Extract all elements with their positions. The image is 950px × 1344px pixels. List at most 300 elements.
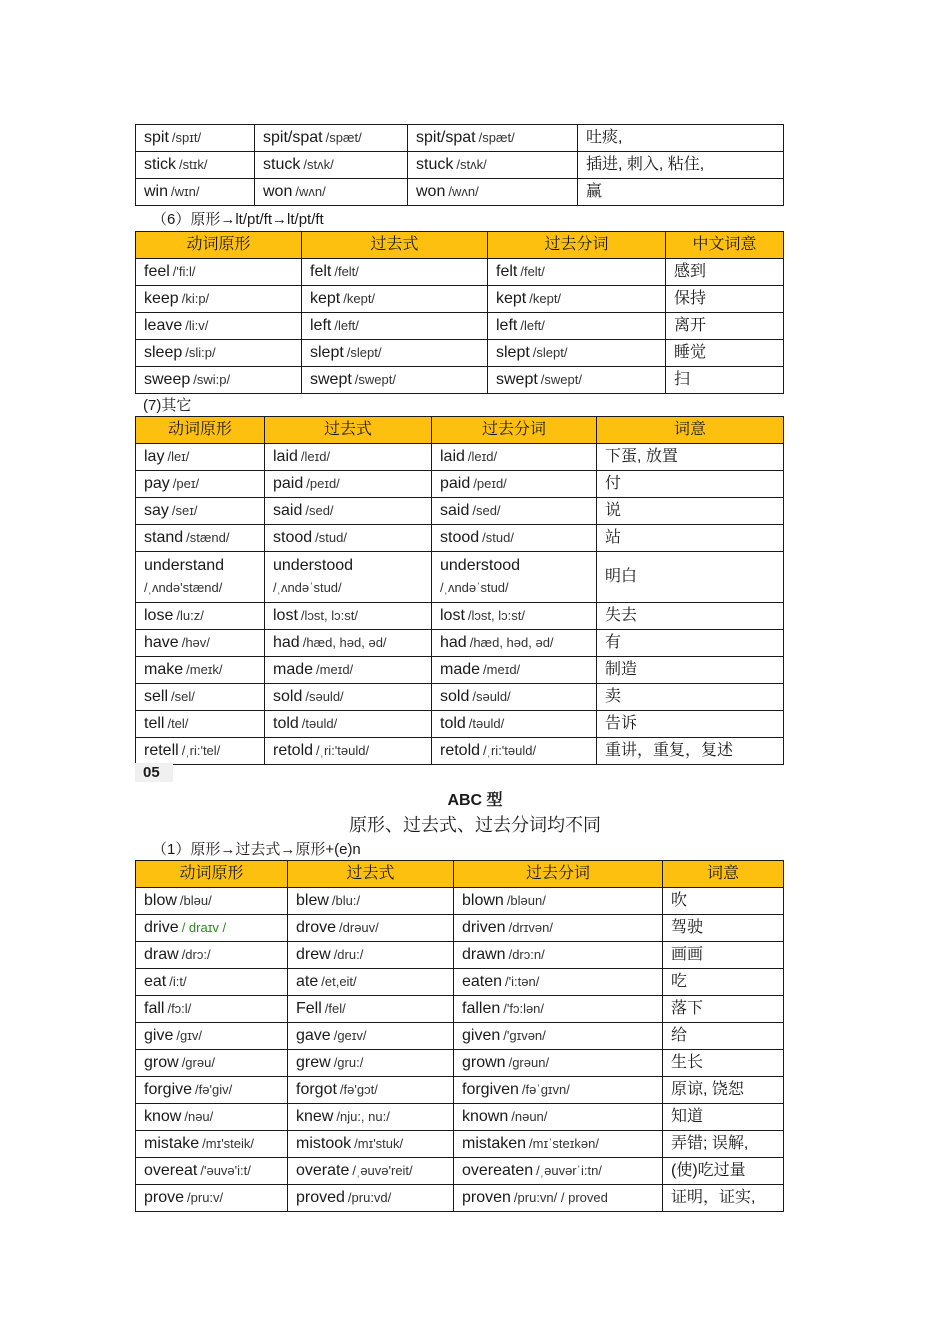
- verb-form-cell: [408, 152, 578, 179]
- meaning-cell: [597, 603, 784, 630]
- verb-form-cell: [488, 286, 666, 313]
- verb-word: leave: [144, 317, 183, 334]
- phonetic: /lu:z/: [176, 608, 204, 623]
- meaning-text: 说: [605, 502, 622, 519]
- table-header-row: [136, 861, 784, 888]
- phonetic: /'fi:l/: [172, 264, 196, 279]
- verb-form-cell: [265, 498, 432, 525]
- meaning-cell: [663, 942, 784, 969]
- table-row: [136, 471, 784, 498]
- table-section-6: [135, 231, 784, 394]
- phonetic: /kept/: [343, 291, 376, 306]
- verb-form-cell: [288, 942, 454, 969]
- verb-word: blow: [144, 892, 177, 909]
- phonetic: /mɪˈsteɪkən/: [529, 1136, 599, 1151]
- verb-word: overate: [296, 1162, 350, 1179]
- meaning-cell: [578, 179, 784, 206]
- phonetic: /fə'giv/: [195, 1082, 233, 1097]
- verb-form-cell: [288, 1104, 454, 1131]
- meaning-text: 吐痰,: [586, 129, 623, 146]
- verb-word: sleep: [144, 344, 183, 361]
- phonetic: /ˌəuvərˈi:tn/: [536, 1163, 602, 1178]
- phonetic: /lɔst, lɔ:st/: [300, 608, 358, 623]
- verb-word: overeat: [144, 1162, 198, 1179]
- phonetic: /felt/: [334, 264, 359, 279]
- meaning-cell: [597, 684, 784, 711]
- meaning-text: 吃: [671, 973, 688, 990]
- section-number-badge: 05: [135, 763, 173, 782]
- verb-word: understood: [440, 557, 521, 574]
- meaning-text: 明白: [605, 568, 638, 585]
- meaning-text: 卖: [605, 688, 622, 705]
- phonetic: /felt/: [520, 264, 545, 279]
- verb-word: stick: [144, 156, 176, 173]
- phonetic: /gɪv/: [176, 1028, 202, 1043]
- verb-form-cell: [265, 525, 432, 552]
- phonetic: /dru:/: [333, 947, 364, 962]
- phonetic: /swi:p/: [193, 372, 231, 387]
- meaning-cell: [597, 471, 784, 498]
- verb-word: spit/spat: [263, 129, 323, 146]
- verb-word: given: [462, 1027, 501, 1044]
- verb-form-cell: [432, 603, 597, 630]
- table-row: [136, 738, 784, 765]
- phonetic: /ˌəuvə'reit/: [352, 1163, 413, 1178]
- verb-word: drawn: [462, 946, 506, 963]
- verb-word: blew: [296, 892, 329, 909]
- column-header: 过去分词: [488, 232, 666, 259]
- meaning-text: 睡觉: [674, 344, 707, 361]
- meaning-cell: [597, 630, 784, 657]
- column-header: 词意: [597, 417, 784, 444]
- table-row: [136, 1077, 784, 1104]
- table-row: [136, 179, 784, 206]
- verb-form-cell: [136, 1158, 288, 1185]
- table-row: [136, 552, 784, 603]
- meaning-text: 站: [605, 529, 622, 546]
- phonetic: /wɪn/: [171, 184, 200, 199]
- verb-word: proved: [296, 1189, 345, 1206]
- meaning-text: 插进, 刺入, 粘住,: [586, 156, 705, 173]
- verb-form-cell: [136, 367, 302, 394]
- verb-word: retold: [440, 742, 481, 759]
- verb-word: lost: [273, 607, 298, 624]
- verb-form-cell: [432, 738, 597, 765]
- meaning-cell: [597, 498, 784, 525]
- phonetic: /ˌri:'təuld/: [316, 743, 370, 758]
- phonetic: /swept/: [540, 372, 582, 387]
- phonetic: /həv/: [181, 635, 210, 650]
- verb-form-cell: [136, 552, 265, 603]
- meaning-text: 扫: [674, 371, 691, 388]
- verb-form-cell: [302, 259, 488, 286]
- verb-form-cell: [136, 259, 302, 286]
- verb-word: paid: [440, 475, 471, 492]
- verb-word: drive: [144, 919, 179, 936]
- meaning-text: 下蛋, 放置: [605, 448, 678, 465]
- phonetic: /'i:tən/: [505, 974, 540, 989]
- table-row: [136, 915, 784, 942]
- verb-word: draw: [144, 946, 179, 963]
- phonetic: /fə'gɔt/: [339, 1082, 378, 1097]
- verb-form-cell: [488, 367, 666, 394]
- table-row: [136, 367, 784, 394]
- phonetic: /drɔ:n/: [508, 947, 545, 962]
- phonetic: /fɔ:l/: [167, 1001, 192, 1016]
- verb-word: Fell: [296, 1000, 322, 1017]
- phonetic: /nəu/: [184, 1109, 214, 1124]
- verb-word: told: [440, 715, 466, 732]
- meaning-text: 离开: [674, 317, 707, 334]
- phonetic: /grəun/: [508, 1055, 550, 1070]
- verb-form-cell: [288, 1050, 454, 1077]
- verb-word: stuck: [263, 156, 301, 173]
- phonetic: /spæt/: [325, 130, 362, 145]
- meaning-cell: [578, 152, 784, 179]
- table-row: [136, 125, 784, 152]
- verb-form-cell: [454, 1077, 663, 1104]
- verb-form-cell: [432, 711, 597, 738]
- meaning-cell: [663, 996, 784, 1023]
- verb-word: know: [144, 1108, 182, 1125]
- meaning-text: 弄错; 误解,: [671, 1135, 749, 1152]
- phonetic: /spɪt/: [171, 130, 202, 145]
- verb-form-cell: [136, 711, 265, 738]
- abc-type-title: ABC 型: [447, 792, 503, 809]
- verb-form-cell: [136, 657, 265, 684]
- verb-form-cell: [136, 1104, 288, 1131]
- verb-form-cell: [136, 498, 265, 525]
- verb-word: stood: [440, 529, 480, 546]
- phonetic: /spæt/: [478, 130, 515, 145]
- phonetic: / draɪv /: [181, 920, 227, 935]
- verb-form-cell: [136, 1050, 288, 1077]
- verb-word: lay: [144, 448, 165, 465]
- verb-form-cell: [488, 259, 666, 286]
- phonetic: /peɪ/: [172, 476, 200, 491]
- verb-form-cell: [288, 915, 454, 942]
- verb-form-cell: [488, 340, 666, 367]
- meaning-text: 失去: [605, 607, 638, 624]
- verb-form-cell: [136, 888, 288, 915]
- phonetic: /nju:, nu:/: [336, 1109, 390, 1124]
- verb-form-cell: [288, 1131, 454, 1158]
- verb-word: grew: [296, 1054, 331, 1071]
- verb-word: blown: [462, 892, 504, 909]
- verb-form-cell: [136, 1131, 288, 1158]
- phonetic: /sed/: [305, 503, 334, 518]
- phonetic: /təuld/: [468, 716, 505, 731]
- verb-word: gave: [296, 1027, 331, 1044]
- verb-word: have: [144, 634, 179, 651]
- phonetic: /mɪ'steik/: [202, 1136, 255, 1151]
- verb-word: said: [273, 502, 303, 519]
- phonetic: /bləu/: [179, 893, 212, 908]
- verb-word: understand: [144, 557, 225, 574]
- table-row: [136, 286, 784, 313]
- table-row: [136, 340, 784, 367]
- verb-form-cell: [136, 125, 255, 152]
- verb-word: felt: [496, 263, 518, 280]
- verb-form-cell: [432, 630, 597, 657]
- verb-form-cell: [265, 657, 432, 684]
- table-header-row: [136, 232, 784, 259]
- verb-form-cell: [136, 471, 265, 498]
- verb-form-cell: [488, 313, 666, 340]
- verb-form-cell: [288, 888, 454, 915]
- phonetic: /wʌn/: [448, 184, 479, 199]
- verb-form-cell: [136, 915, 288, 942]
- meaning-text: 生长: [671, 1054, 704, 1071]
- verb-form-cell: [454, 888, 663, 915]
- meaning-text: (使)吃过量: [671, 1162, 746, 1179]
- verb-form-cell: [432, 471, 597, 498]
- verb-form-cell: [454, 1158, 663, 1185]
- table-irregular-verbs-top: [135, 124, 784, 206]
- column-header: 过去式: [265, 417, 432, 444]
- meaning-cell: [666, 340, 784, 367]
- table-row: [136, 657, 784, 684]
- verb-form-cell: [288, 1077, 454, 1104]
- verb-form-cell: [408, 179, 578, 206]
- table-row: [136, 1131, 784, 1158]
- verb-word: left: [496, 317, 518, 334]
- verb-word: keep: [144, 290, 179, 307]
- phonetic: /kept/: [529, 291, 562, 306]
- verb-form-cell: [454, 969, 663, 996]
- verb-word: drew: [296, 946, 331, 963]
- verb-word: sell: [144, 688, 169, 705]
- phonetic: /stud/: [482, 530, 514, 545]
- phonetic: /mɪ'stuk/: [354, 1136, 404, 1151]
- verb-word: swept: [496, 371, 538, 388]
- phonetic: /ki:p/: [181, 291, 210, 306]
- verb-word: sweep: [144, 371, 191, 388]
- meaning-cell: [578, 125, 784, 152]
- verb-word: fall: [144, 1000, 165, 1017]
- verb-form-cell: [136, 603, 265, 630]
- verb-word: give: [144, 1027, 174, 1044]
- phonetic: /lɔst, lɔ:st/: [467, 608, 525, 623]
- verb-word: stood: [273, 529, 313, 546]
- phonetic: /ˌri:'təuld/: [483, 743, 537, 758]
- phonetic: /et,eit/: [321, 974, 357, 989]
- table-row: [136, 711, 784, 738]
- meaning-cell: [663, 1131, 784, 1158]
- verb-form-cell: [265, 684, 432, 711]
- verb-word: ate: [296, 973, 319, 990]
- verb-form-cell: [288, 996, 454, 1023]
- verb-form-cell: [136, 996, 288, 1023]
- phonetic: /wʌn/: [295, 184, 326, 199]
- section-7-label: (7)其它: [143, 397, 192, 414]
- verb-word: had: [440, 634, 467, 651]
- meaning-cell: [666, 259, 784, 286]
- phonetic: /peɪd/: [473, 476, 507, 491]
- meaning-text: 吹: [671, 892, 688, 909]
- verb-word: lost: [440, 607, 465, 624]
- verb-form-cell: [265, 738, 432, 765]
- meaning-text: 驾驶: [671, 919, 704, 936]
- verb-word: spit/spat: [416, 129, 476, 146]
- phonetic: /stɪk/: [179, 157, 208, 172]
- meaning-cell: [663, 969, 784, 996]
- meaning-text: 保持: [674, 290, 707, 307]
- phonetic: /ˌʌndə'stænd/: [144, 580, 223, 595]
- verb-word: stand: [144, 529, 184, 546]
- verb-form-cell: [288, 969, 454, 996]
- verb-form-cell: [432, 525, 597, 552]
- phonetic: /fəˈgɪvn/: [521, 1082, 570, 1097]
- verb-word: mistook: [296, 1135, 352, 1152]
- verb-word: tell: [144, 715, 165, 732]
- column-header: 动词原形: [136, 232, 302, 259]
- phonetic: /drɪvən/: [508, 920, 553, 935]
- meaning-text: 感到: [674, 263, 707, 280]
- phonetic: /tel/: [167, 716, 189, 731]
- verb-form-cell: [136, 313, 302, 340]
- verb-word: driven: [462, 919, 506, 936]
- verb-form-cell: [265, 552, 432, 603]
- phonetic: /sed/: [472, 503, 501, 518]
- verb-form-cell: [454, 1131, 663, 1158]
- verb-form-cell: [136, 969, 288, 996]
- phonetic: /pru:v/: [187, 1190, 224, 1205]
- verb-form-cell: [288, 1158, 454, 1185]
- verb-form-cell: [136, 630, 265, 657]
- meaning-cell: [597, 657, 784, 684]
- verb-word: swept: [310, 371, 352, 388]
- verb-word: said: [440, 502, 470, 519]
- verb-form-cell: [136, 684, 265, 711]
- verb-form-cell: [454, 1104, 663, 1131]
- verb-form-cell: [136, 286, 302, 313]
- phonetic: /stʌk/: [303, 157, 334, 172]
- verb-form-cell: [302, 313, 488, 340]
- phonetic: /hæd, həd, əd/: [302, 635, 387, 650]
- table-row: [136, 498, 784, 525]
- table-section-1: [135, 860, 784, 1212]
- table-row: [136, 313, 784, 340]
- verb-word: left: [310, 317, 332, 334]
- verb-word: eaten: [462, 973, 503, 990]
- verb-form-cell: [136, 444, 265, 471]
- verb-word: win: [144, 183, 169, 200]
- column-header: 过去式: [302, 232, 488, 259]
- verb-word: prove: [144, 1189, 185, 1206]
- phonetic: /leɪd/: [300, 449, 331, 464]
- phonetic: /sel/: [171, 689, 195, 704]
- verb-form-cell: [302, 286, 488, 313]
- verb-form-cell: [432, 657, 597, 684]
- phonetic: /swept/: [354, 372, 396, 387]
- meaning-text: 付: [605, 475, 622, 492]
- phonetic: /i:t/: [169, 974, 187, 989]
- verb-word: pay: [144, 475, 170, 492]
- meaning-cell: [663, 1158, 784, 1185]
- verb-form-cell: [454, 1050, 663, 1077]
- verb-word: slept: [496, 344, 530, 361]
- phonetic: /gru:/: [333, 1055, 364, 1070]
- phonetic: /meɪd/: [483, 662, 521, 677]
- column-header: 中文词意: [666, 232, 784, 259]
- verb-word: forgot: [296, 1081, 337, 1098]
- verb-form-cell: [454, 996, 663, 1023]
- phonetic: /təuld/: [301, 716, 338, 731]
- verb-word: won: [263, 183, 293, 200]
- table-row: [136, 1023, 784, 1050]
- phonetic: /səuld/: [472, 689, 511, 704]
- phonetic: /blu:/: [331, 893, 361, 908]
- table-row: [136, 1185, 784, 1212]
- meaning-cell: [663, 1050, 784, 1077]
- verb-form-cell: [454, 915, 663, 942]
- phonetic: /pru:vn/ / proved: [513, 1190, 608, 1205]
- meaning-cell: [663, 915, 784, 942]
- phonetic: /stænd/: [186, 530, 230, 545]
- meaning-text: 给: [671, 1027, 688, 1044]
- verb-word: eat: [144, 973, 167, 990]
- meaning-cell: [597, 711, 784, 738]
- meaning-cell: [663, 1104, 784, 1131]
- meaning-cell: [666, 286, 784, 313]
- phonetic: /nəun/: [511, 1109, 548, 1124]
- phonetic: /seɪ/: [171, 503, 198, 518]
- phonetic: /slept/: [346, 345, 382, 360]
- verb-form-cell: [454, 942, 663, 969]
- verb-form-cell: [302, 340, 488, 367]
- column-header: 过去分词: [454, 861, 663, 888]
- verb-word: mistaken: [462, 1135, 527, 1152]
- meaning-cell: [663, 1023, 784, 1050]
- phonetic: /stʌk/: [456, 157, 487, 172]
- meaning-text: 告诉: [605, 715, 638, 732]
- verb-word: lose: [144, 607, 174, 624]
- phonetic: /left/: [334, 318, 359, 333]
- verb-word: made: [440, 661, 481, 678]
- meaning-text: 证明，证实,: [671, 1189, 756, 1206]
- phonetic: /leɪd/: [467, 449, 498, 464]
- verb-form-cell: [136, 525, 265, 552]
- verb-word: kept: [310, 290, 341, 307]
- verb-form-cell: [265, 444, 432, 471]
- abc-type-subtitle: 原形、过去式、过去分词均不同: [349, 815, 601, 836]
- verb-word: kept: [496, 290, 527, 307]
- verb-word: retold: [273, 742, 314, 759]
- meaning-cell: [597, 444, 784, 471]
- verb-word: laid: [273, 448, 298, 465]
- phonetic: /bləun/: [506, 893, 546, 908]
- phonetic: /left/: [520, 318, 545, 333]
- verb-word: felt: [310, 263, 332, 280]
- phonetic: /ˌʌndəˈstud/: [273, 580, 342, 595]
- phonetic: /pru:vd/: [347, 1190, 392, 1205]
- verb-word: grown: [462, 1054, 506, 1071]
- meaning-cell: [666, 313, 784, 340]
- verb-word: fallen: [462, 1000, 501, 1017]
- table-header-row: [136, 417, 784, 444]
- verb-form-cell: [136, 340, 302, 367]
- table-row: [136, 969, 784, 996]
- column-header: 动词原形: [136, 861, 288, 888]
- meaning-cell: [666, 367, 784, 394]
- table-row: [136, 603, 784, 630]
- verb-form-cell: [265, 603, 432, 630]
- verb-form-cell: [454, 1023, 663, 1050]
- meaning-text: 制造: [605, 661, 638, 678]
- verb-form-cell: [408, 125, 578, 152]
- verb-word: knew: [296, 1108, 334, 1125]
